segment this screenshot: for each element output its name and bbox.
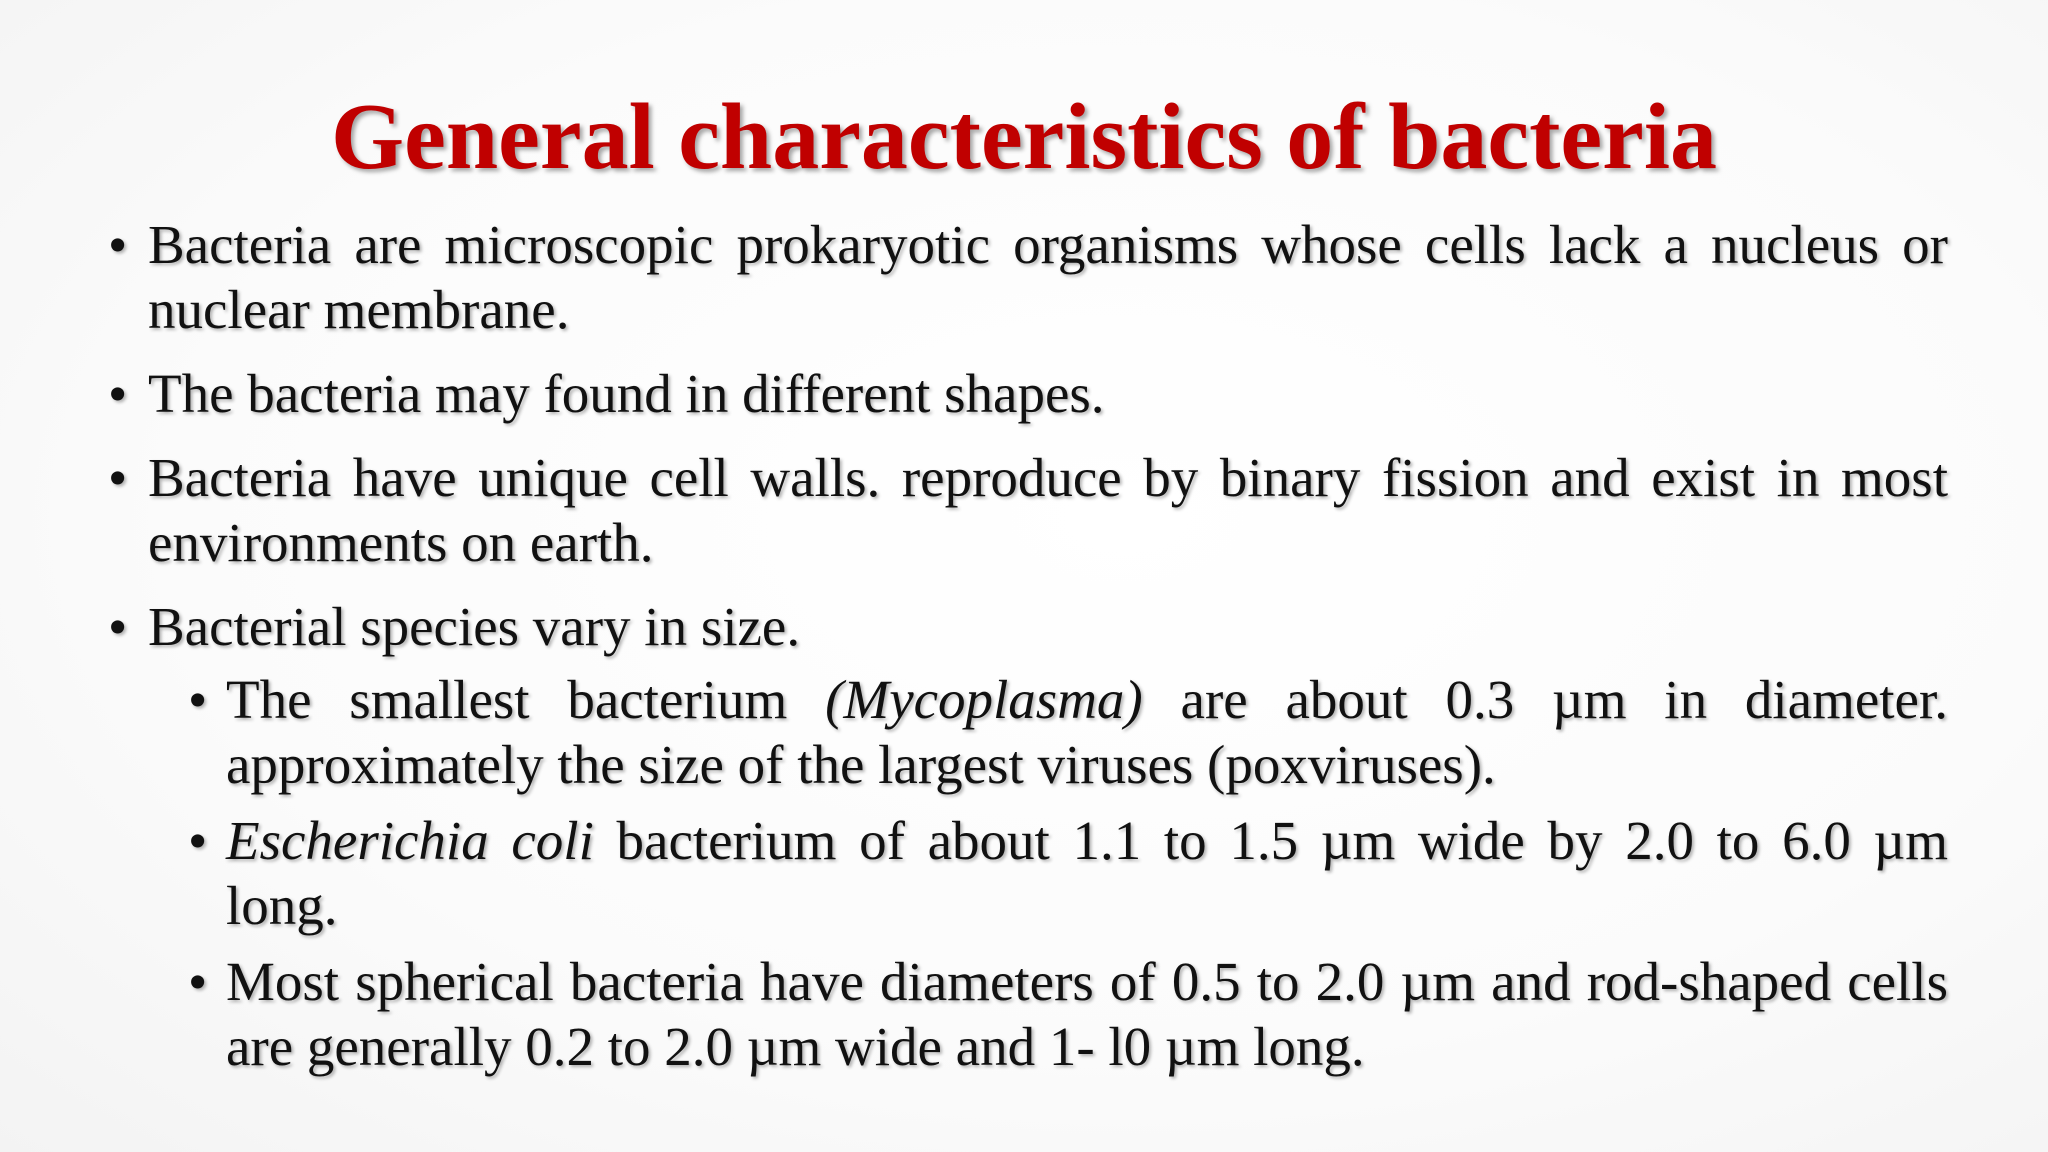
- sub-bullet-text: The smallest bacterium: [226, 669, 826, 730]
- sub-bullet-item: • Most spherical bacteria have diameters of 0.5 to 2.0 µm and rod-shaped cells are generally 0.2 to 2.0 µm wide and 1- l0 µm long.: [188, 949, 1948, 1079]
- sub-bullet-italic-term: (Mycoplasma): [825, 669, 1143, 730]
- sub-bullet-italic-term: Escherichia coli: [226, 810, 594, 871]
- sub-bullet-text: are about 0.3 µm in diameter. approximately the size of the largest viruses (poxviruses).: [226, 669, 1948, 795]
- sub-bullet-item: [188, 808, 1948, 938]
- sub-bullet-item: [188, 667, 1948, 797]
- bullet-item: • The bacteria may found in different shapes.: [108, 361, 1948, 426]
- sub-bullet-text: bacterium of about 1.1 to 1.5 µm wide by 2.0 to 6.0 µm long.: [226, 810, 1948, 936]
- bullet-item: • Bacterial species vary in size.: [108, 594, 1948, 659]
- bullet-list: [108, 212, 1948, 1090]
- bullet-item: • Bacteria are microscopic prokaryotic organisms whose cells lack a nucleus or nuclear membrane.: [108, 212, 1948, 342]
- slide-title: General characteristics of bacteria: [331, 85, 1717, 189]
- bullet-item: • Bacteria have unique cell walls. reproduce by binary fission and exist in most environments on earth.: [108, 445, 1948, 575]
